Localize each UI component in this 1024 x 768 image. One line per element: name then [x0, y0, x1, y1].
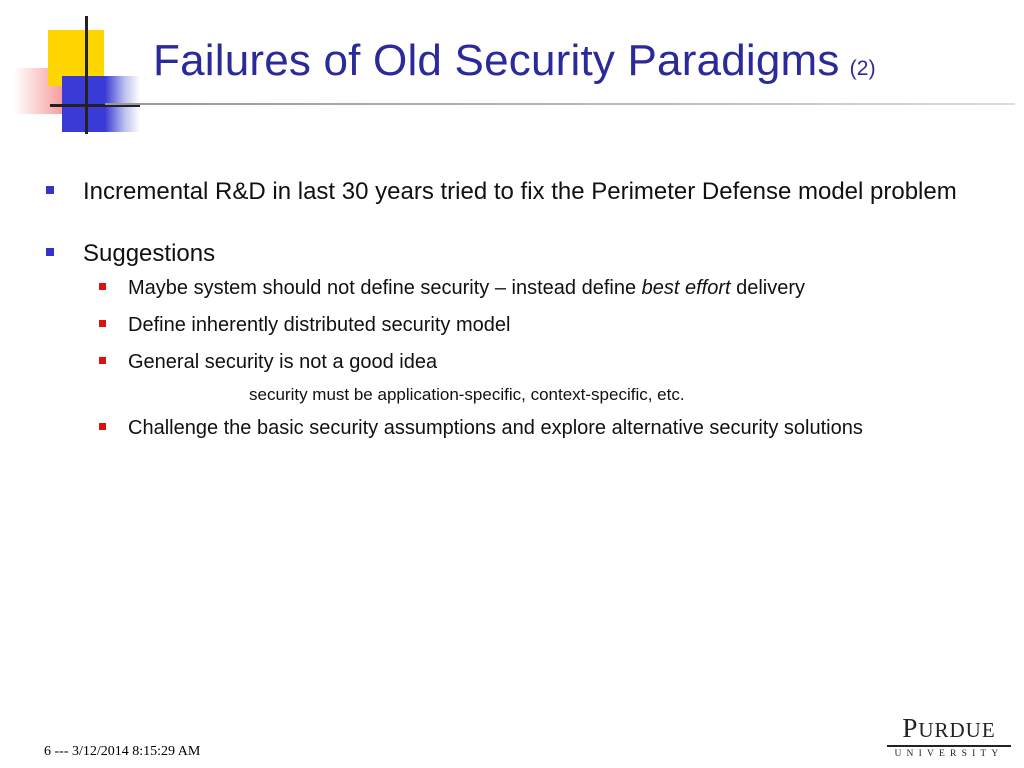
- logo-subtitle: UNIVERSITY: [894, 748, 1004, 759]
- sub-bullet-text: Maybe system should not define security – instead define: [128, 277, 642, 299]
- purdue-logo: [885, 714, 1013, 760]
- square-bullet-icon: [99, 320, 106, 327]
- slide-title-suffix: (2): [849, 57, 876, 80]
- sub-bullet-text-tail: delivery: [730, 277, 806, 299]
- logo-rule: [887, 745, 1011, 747]
- square-bullet-icon: [46, 186, 54, 194]
- sub-bullet-emphasis: best effort: [641, 277, 731, 299]
- square-bullet-icon: [99, 283, 106, 290]
- square-bullet-icon: [99, 423, 106, 430]
- slide-title: [153, 36, 876, 86]
- bullet-item: [44, 238, 984, 270]
- sub-bullet-text: Challenge the basic security assumptions and explore alternative security solutions: [128, 417, 863, 439]
- note-text: security must be application-specific, context-specific, etc.: [249, 385, 685, 404]
- title-divider: [105, 103, 1015, 105]
- slide-footer: 6 --- 3/12/2014 8:15:29 AM: [44, 744, 201, 759]
- logo-name: PURDUE: [902, 713, 996, 743]
- bullet-text: Incremental R&D in last 30 years tried to fix the Perimeter Defense model problem: [83, 178, 957, 205]
- decorative-vertical-line: [85, 16, 88, 134]
- bullet-text: Suggestions: [83, 240, 216, 267]
- sub-bullet-item: [44, 415, 984, 442]
- sub-bullet-item: [44, 349, 984, 376]
- slide-title-text: Failures of Old Security Paradigms: [153, 36, 840, 85]
- sub-bullet-item: [44, 275, 984, 302]
- sub-bullet-text: Define inherently distributed security model: [128, 314, 511, 336]
- square-bullet-icon: [99, 357, 106, 364]
- sub-bullet-item: [44, 312, 984, 339]
- slide-content: [44, 176, 984, 442]
- sub-bullet-text: General security is not a good idea: [128, 351, 438, 373]
- square-bullet-icon: [46, 248, 54, 256]
- bullet-item: [44, 176, 984, 208]
